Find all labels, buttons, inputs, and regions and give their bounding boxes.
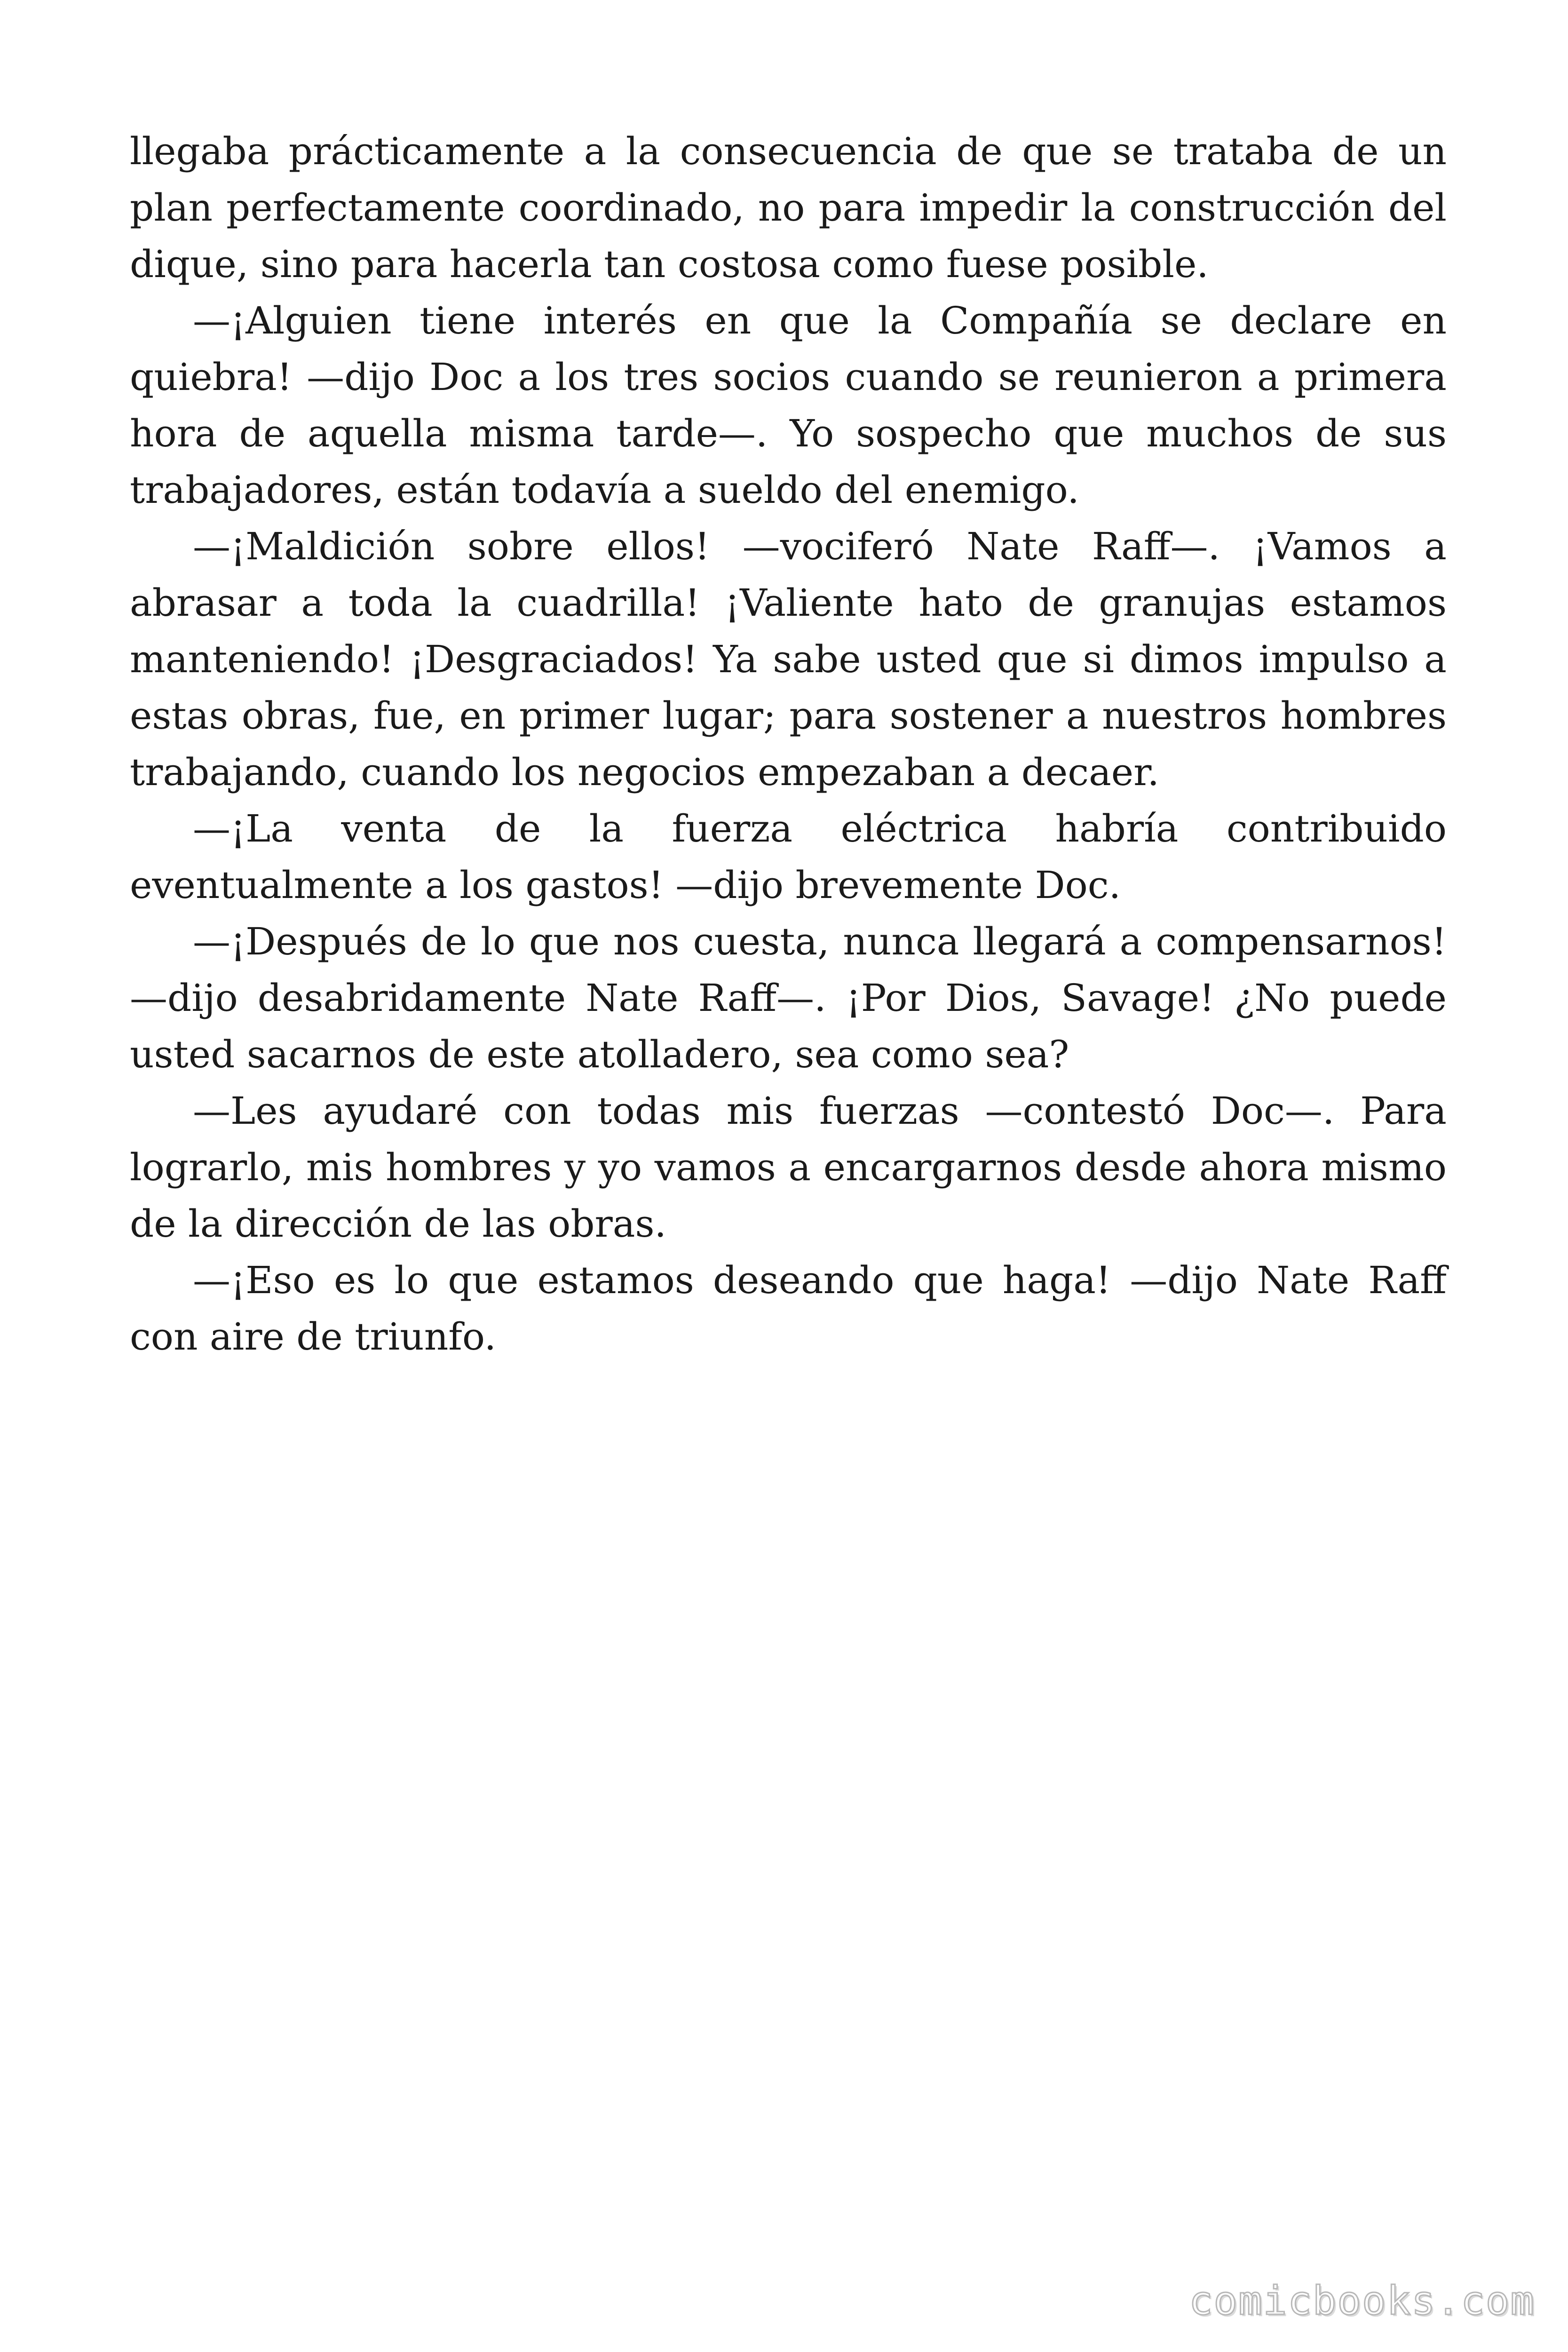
paragraph-7: —¡Eso es lo que estamos deseando que haga! —dijo Nate Raff con aire de triunfo. [130,1258,1447,1359]
paragraph-2: —¡Alguien tiene interés en que la Compañía se declare en quiebra! —dijo Doc a los tres socios cuando se reunieron a primera hora de aquella misma tarde—. Yo sospecho que muchos de sus trabajadores, están todavía a sueldo del enemigo. [130,299,1447,512]
paragraph-6: —Les ayudaré con todas mis fuerzas —contestó Doc—. Para lograrlo, mis hombres y yo vamos a encargarnos desde ahora mismo de la dirección de las obras. [130,1089,1447,1246]
paragraph-4: —¡La venta de la fuerza eléctrica habría contribuido eventualmente a los gastos! —dijo brevemente Doc. [130,807,1447,907]
paragraph-3: —¡Maldición sobre ellos! —vociferó Nate Raff—. ¡Vamos a abrasar a toda la cuadrilla! ¡Valiente hato de granujas estamos manteniendo! ¡Desgraciados! Ya sabe usted que si dimos impulso a estas obras, fue, en primer lugar; para sostener a nuestros hombres trabajando, cuando los negocios empezaban a decaer. [130,524,1447,794]
paragraph-1: llegaba prácticamente a la consecuencia de que se trataba de un plan perfectamente coordinado, no para impedir la construcción del dique, sino para hacerla tan costosa como fuese posible. [130,129,1447,286]
paragraph-5: —¡Después de lo que nos cuesta, nunca llegará a compensarnos! —dijo desabridamente Nate Raff—. ¡Por Dios, Savage! ¿No puede usted sacarnos de este atolladero, sea como sea? [130,920,1447,1076]
body-text [130,123,1447,1365]
site-watermark: comicbooks.com [1188,2278,1535,2324]
